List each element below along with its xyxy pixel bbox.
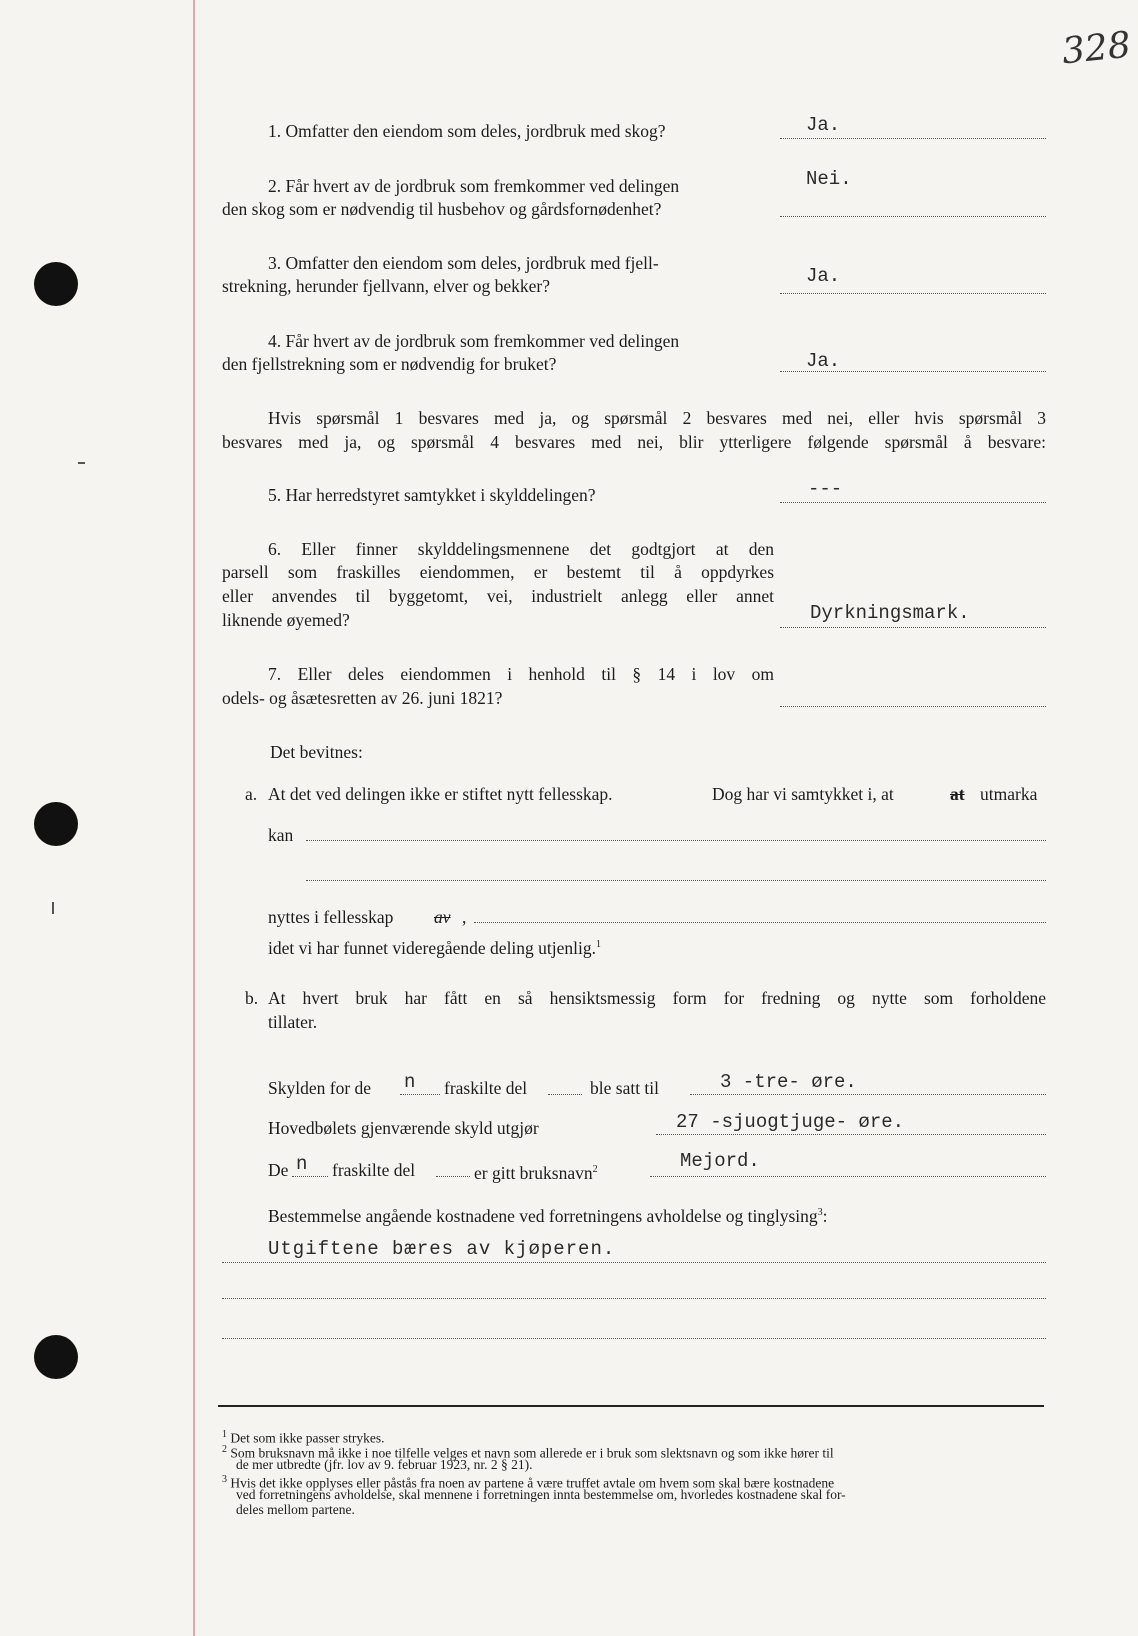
skyld-label-c: ble satt til <box>590 1078 660 1098</box>
item-b-label: b. <box>245 988 259 1008</box>
bestemmelse-label: Bestemmelse angående kostnadene ved forretningens avholdelse og tinglysing$^3$: <box>268 1205 828 1226</box>
hovedbol-answer: 27 -sjuogtjuge- øre. <box>676 1111 905 1133</box>
bruksnavn-label-b: fraskilte del <box>332 1160 416 1180</box>
fill-line <box>306 880 1046 881</box>
punch-hole <box>34 1335 78 1379</box>
item-b-line2: tillater. <box>268 1012 318 1032</box>
item-a-typed2: utmarka <box>980 784 1038 804</box>
kan-label: kan <box>268 825 294 845</box>
answer-line <box>780 138 1046 139</box>
footnote-3-line2: ved forretningens avholdelse, skal mennene i forretningen innta bestemmelse om, hvorledes kostnadene skal for- <box>236 1487 846 1502</box>
question-2-line1: 2. Får hvert av de jordbruk som fremkommer ved delingen <box>268 176 680 196</box>
fill-line <box>474 922 1046 923</box>
fill-line <box>292 1176 328 1177</box>
answer-6: Dyrkningsmark. <box>810 602 970 624</box>
footnote-2-line2: de mer utbredte (jfr. lov av 9. februar 1923, nr. 2 § 21). <box>236 1457 533 1472</box>
item-a-text: At det ved delingen ikke er stiftet nytt fellesskap. <box>268 784 613 804</box>
fill-line <box>656 1134 1046 1135</box>
question-4-line1: 4. Får hvert av de jordbruk som fremkommer ved delingen <box>268 331 680 351</box>
footnote-2-line1: $^2$ Som bruksnavn må ikke i noe tilfelle velges et navn som allerede er i bruk som slektsnavn og som ikke hører til <box>222 1444 834 1461</box>
bruksnavn-answer: Mejord. <box>680 1150 760 1172</box>
answer-5: --- <box>808 478 843 500</box>
question-1: 1. Omfatter den eiendom som deles, jordbruk med skog? <box>268 121 666 141</box>
intro-line2: besvares med ja, og spørsmål 4 besvares med nei, blir ytterligere følgende spørsmål å besvare: <box>222 432 1046 452</box>
answer-4: Ja. <box>806 350 841 372</box>
fill-line <box>650 1176 1046 1177</box>
answer-line <box>780 502 1046 503</box>
item-a-typed: Dog har vi samtykket i, at <box>712 784 894 804</box>
item-a-label: a. <box>245 784 258 804</box>
answer-line <box>780 627 1046 628</box>
fill-line <box>306 840 1046 841</box>
nyttes-comma: , <box>462 907 467 927</box>
answer-line <box>780 216 1046 217</box>
bestemmelse-answer: Utgiftene bæres av kjøperen. <box>268 1238 616 1260</box>
fill-line <box>436 1176 470 1177</box>
skyld-label-b: fraskilte del <box>444 1078 528 1098</box>
question-2-line2: den skog som er nødvendig til husbehov og gårdsfornødenhet? <box>222 199 662 219</box>
skyld-n: n <box>404 1071 416 1093</box>
skyld-label-a: Skylden for de <box>268 1078 372 1098</box>
item-b-line1: At hvert bruk har fått en så hensiktsmessig form for fredning og nytte som forholdene <box>268 988 1046 1008</box>
question-6-line1: 6. Eller finner skylddelingsmennene det godtgjort at den <box>268 539 774 559</box>
hovedbol-label: Hovedbølets gjenværende skyld utgjør <box>268 1118 539 1138</box>
fill-line <box>400 1094 440 1095</box>
idet-text: idet vi har funnet videregående deling utjenlig.$^1$ <box>268 937 602 958</box>
fill-line <box>548 1094 582 1095</box>
intro-line1: Hvis spørsmål 1 besvares med ja, og spørsmål 2 besvares med nei, eller hvis spørsmål 3 <box>268 408 1046 428</box>
question-3-line2: strekning, herunder fjellvann, elver og bekker? <box>222 276 550 296</box>
bevitnes-heading: Det bevitnes: <box>270 742 363 762</box>
bruksnavn-label-a: De <box>268 1160 289 1180</box>
stray-mark <box>78 462 85 464</box>
punch-hole <box>34 262 78 306</box>
question-6-line4: liknende øyemed? <box>222 610 350 630</box>
footnote-3-line1: $^3$ Hvis det ikke opplyses eller påstås fra noen av partene å være truffet avtale om hvem som skal bære kostnadene <box>222 1474 835 1491</box>
answer-line <box>780 293 1046 294</box>
fill-line <box>222 1338 1046 1339</box>
red-margin-line <box>193 0 195 1636</box>
question-6-line2: parsell som fraskilles eiendommen, er bestemt til å oppdyrkes <box>222 562 774 582</box>
nyttes-label: nyttes i fellesskap <box>268 907 394 927</box>
page-number: 328 <box>1060 24 1133 73</box>
fill-line <box>222 1262 1046 1263</box>
punch-hole <box>34 802 78 846</box>
fill-line <box>222 1298 1046 1299</box>
skyld-answer: 3 -tre- øre. <box>720 1071 857 1093</box>
answer-line <box>780 706 1046 707</box>
footnote-1: $^1$ Det som ikke passer strykes. <box>222 1429 385 1446</box>
answer-2: Nei. <box>806 168 852 190</box>
nyttes-struck: av <box>434 907 451 927</box>
question-7-line1: 7. Eller deles eiendommen i henhold til § 14 i lov om <box>268 664 774 684</box>
question-6-line3: eller anvendes til byggetomt, vei, industrielt anlegg eller annet <box>222 586 774 606</box>
question-5: 5. Har herredstyret samtykket i skylddelingen? <box>268 485 596 505</box>
bruksnavn-label-c: er gitt bruksnavn$^2$ <box>474 1162 598 1183</box>
answer-1: Ja. <box>806 114 841 136</box>
footnote-3-line3: deles mellom partene. <box>236 1502 355 1517</box>
question-7-line2: odels- og åsætesretten av 26. juni 1821? <box>222 688 503 708</box>
question-4-line2: den fjellstrekning som er nødvendig for bruket? <box>222 354 557 374</box>
item-a-struck: at <box>950 784 965 804</box>
answer-line <box>780 371 1046 372</box>
bruksnavn-n: n <box>296 1153 308 1175</box>
question-3-line1: 3. Omfatter den eiendom som deles, jordbruk med fjell- <box>268 253 659 273</box>
footnote-rule <box>218 1405 1044 1407</box>
fill-line <box>690 1094 1046 1095</box>
answer-3: Ja. <box>806 265 841 287</box>
stray-mark <box>52 902 54 914</box>
